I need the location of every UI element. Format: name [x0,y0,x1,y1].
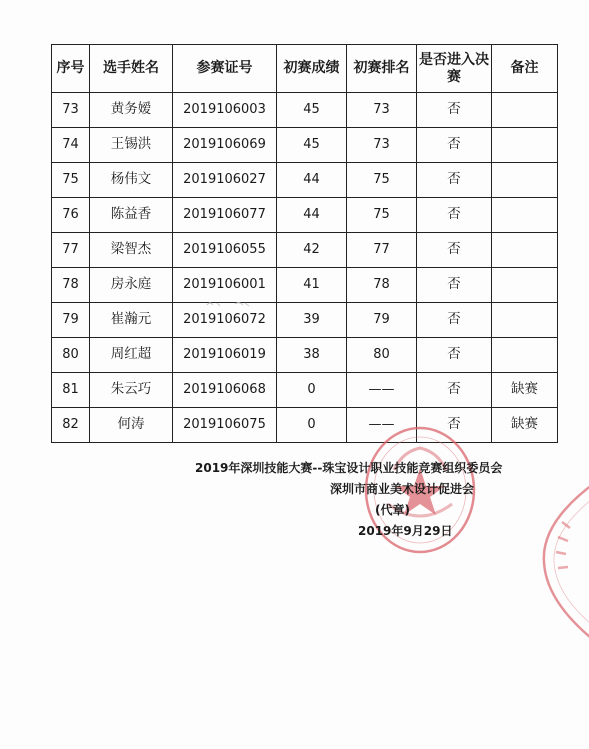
cell-final: 否 [417,163,492,198]
cell-final: 否 [417,233,492,268]
cell-name: 周红超 [90,338,173,373]
cell-final: 否 [417,128,492,163]
table-row [52,93,558,128]
faint-mark-icon [205,298,255,310]
cell-score: 38 [277,338,347,373]
cell-score: 41 [277,268,347,303]
table-header-row [52,45,558,93]
cell-rank: 80 [347,338,417,373]
cell-final: 否 [417,303,492,338]
table-row [52,408,558,443]
cell-rank: 75 [347,163,417,198]
cell-seq: 76 [52,198,90,233]
cell-remarks: 缺赛 [492,373,558,408]
header-entry-id: 参赛证号 [173,45,277,93]
cell-remarks: 缺赛 [492,408,558,443]
cell-seq: 80 [52,338,90,373]
cell-score: 44 [277,198,347,233]
cell-remarks [492,128,558,163]
header-remarks: 备注 [492,45,558,93]
cell-name: 杨伟文 [90,163,173,198]
table-row [52,268,558,303]
cell-remarks [492,303,558,338]
header-seq: 序号 [52,45,90,93]
cell-score: 45 [277,93,347,128]
cell-score: 42 [277,233,347,268]
table-row [52,163,558,198]
cell-final: 否 [417,198,492,233]
cell-name: 何涛 [90,408,173,443]
table-body [52,93,558,443]
cell-entry-id: 2019106003 [173,93,277,128]
cell-name: 崔瀚元 [90,303,173,338]
cell-name: 黄务嫒 [90,93,173,128]
cell-remarks [492,338,558,373]
cell-score: 0 [277,408,347,443]
cell-seq: 77 [52,233,90,268]
cell-rank: 73 [347,93,417,128]
cell-seq: 75 [52,163,90,198]
cell-name: 房永庭 [90,268,173,303]
cell-seq: 73 [52,93,90,128]
cell-entry-id: 2019106055 [173,233,277,268]
cell-rank: 77 [347,233,417,268]
partial-seal-icon [536,482,589,642]
cell-rank: —— [347,373,417,408]
cell-name: 朱云巧 [90,373,173,408]
cell-entry-id: 2019106027 [173,163,277,198]
cell-final: 否 [417,93,492,128]
seal-note: (代章) [375,503,410,517]
cell-seq: 79 [52,303,90,338]
cell-final: 否 [417,408,492,443]
cell-rank: 73 [347,128,417,163]
cell-name: 梁智杰 [90,233,173,268]
cell-seq: 74 [52,128,90,163]
cell-remarks [492,233,558,268]
cell-score: 44 [277,163,347,198]
cell-seq: 82 [52,408,90,443]
header-name: 选手姓名 [90,45,173,93]
cell-rank: 79 [347,303,417,338]
table-row [52,373,558,408]
cell-remarks [492,93,558,128]
cell-rank: 78 [347,268,417,303]
header-final-entry: 是否进入决赛 [417,45,492,93]
header-prelim-score: 初赛成绩 [277,45,347,93]
cell-remarks [492,268,558,303]
table-row [52,303,558,338]
cell-remarks [492,163,558,198]
cell-score: 39 [277,303,347,338]
cell-final: 否 [417,338,492,373]
cell-entry-id: 2019106072 [173,303,277,338]
cell-entry-id: 2019106019 [173,338,277,373]
cell-seq: 81 [52,373,90,408]
cell-entry-id: 2019106077 [173,198,277,233]
cell-rank: 75 [347,198,417,233]
cell-entry-id: 2019106075 [173,408,277,443]
table-row [52,198,558,233]
table-row [52,128,558,163]
cell-seq: 78 [52,268,90,303]
issue-date: 2019年9月29日 [358,524,453,538]
issuer-committee: 2019年深圳技能大赛--珠宝设计职业技能竞赛组织委员会 [195,461,503,475]
cell-score: 0 [277,373,347,408]
table-row [52,233,558,268]
cell-entry-id: 2019106001 [173,268,277,303]
table-row [52,338,558,373]
cell-entry-id: 2019106069 [173,128,277,163]
header-prelim-rank: 初赛排名 [347,45,417,93]
cell-score: 45 [277,128,347,163]
cell-name: 陈益香 [90,198,173,233]
cell-rank: —— [347,408,417,443]
results-table [51,44,558,443]
cell-final: 否 [417,268,492,303]
cell-remarks [492,198,558,233]
cell-final: 否 [417,373,492,408]
issuer-association: 深圳市商业美术设计促进会 [330,482,475,496]
cell-entry-id: 2019106068 [173,373,277,408]
cell-name: 王锡洪 [90,128,173,163]
